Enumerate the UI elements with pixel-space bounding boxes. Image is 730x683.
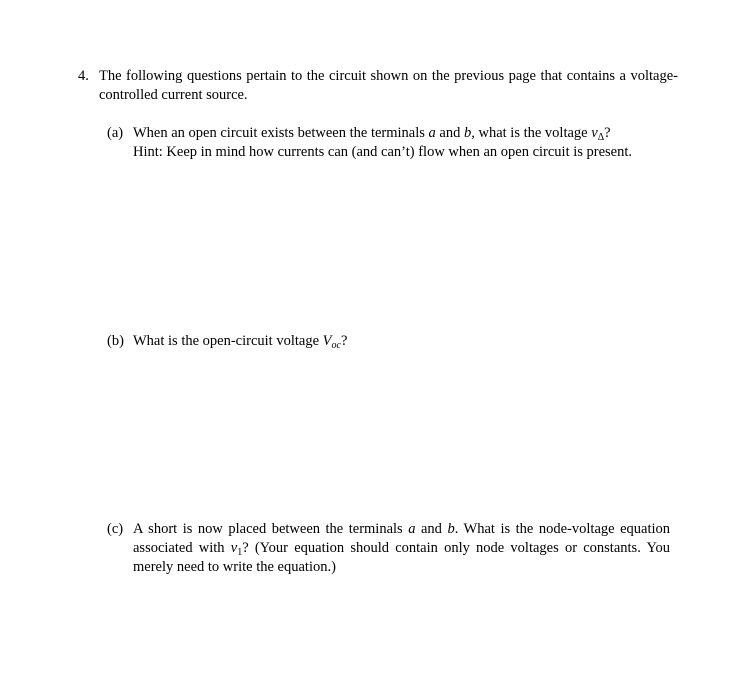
part-c-text-4: ? (Your equation should contain only node voltages or constants. You merely need to write the equation.) — [133, 540, 670, 575]
part-a-text-3: , what is the voltage — [471, 125, 588, 141]
part-a-text-4: ? — [604, 125, 611, 141]
part-a-body — [133, 124, 670, 162]
part-c-text-1: A short is now placed between the terminals — [133, 521, 403, 537]
part-c-text-2: and — [420, 521, 442, 537]
part-b-text-2: ? — [340, 333, 348, 349]
part-a-text-2: and — [439, 125, 461, 141]
part-c-body — [133, 520, 670, 577]
part-a-text-1: When an open circuit exists between the terminals — [133, 125, 425, 141]
terminal-a-var: a — [428, 125, 436, 141]
part-b-label: (b) — [107, 333, 124, 349]
part-b-body — [133, 332, 670, 351]
part-a-hint: Hint: Keep in mind how currents can (and can’t) flow when an open circuit is present. — [133, 144, 633, 160]
voltage-voc-var: V — [322, 333, 332, 349]
part-a — [107, 124, 670, 162]
voltage-v1-var: v — [230, 540, 238, 556]
voltage-v-delta-subscript: Δ — [597, 132, 605, 143]
voltage-v-delta-var: v — [591, 125, 598, 141]
terminal-a-var-c: a — [408, 521, 416, 537]
voltage-voc-subscript: oc — [331, 340, 341, 351]
part-b — [107, 332, 670, 351]
part-a-label: (a) — [107, 125, 124, 141]
question-number: 4. — [78, 68, 89, 84]
voltage-v1-subscript: 1 — [237, 547, 243, 558]
part-c-text-3: . What is the node-voltage equation associated with — [133, 521, 671, 556]
part-c — [107, 520, 670, 577]
part-b-text-1: What is the open-circuit voltage — [133, 333, 320, 349]
terminal-b-var: b — [463, 125, 472, 141]
terminal-b-var-c: b — [447, 521, 455, 537]
question-text: The following questions pertain to the circuit shown on the previous page that contains a voltage-controlled current source. — [99, 68, 678, 103]
part-c-label: (c) — [107, 521, 124, 537]
question-4 — [78, 67, 678, 105]
